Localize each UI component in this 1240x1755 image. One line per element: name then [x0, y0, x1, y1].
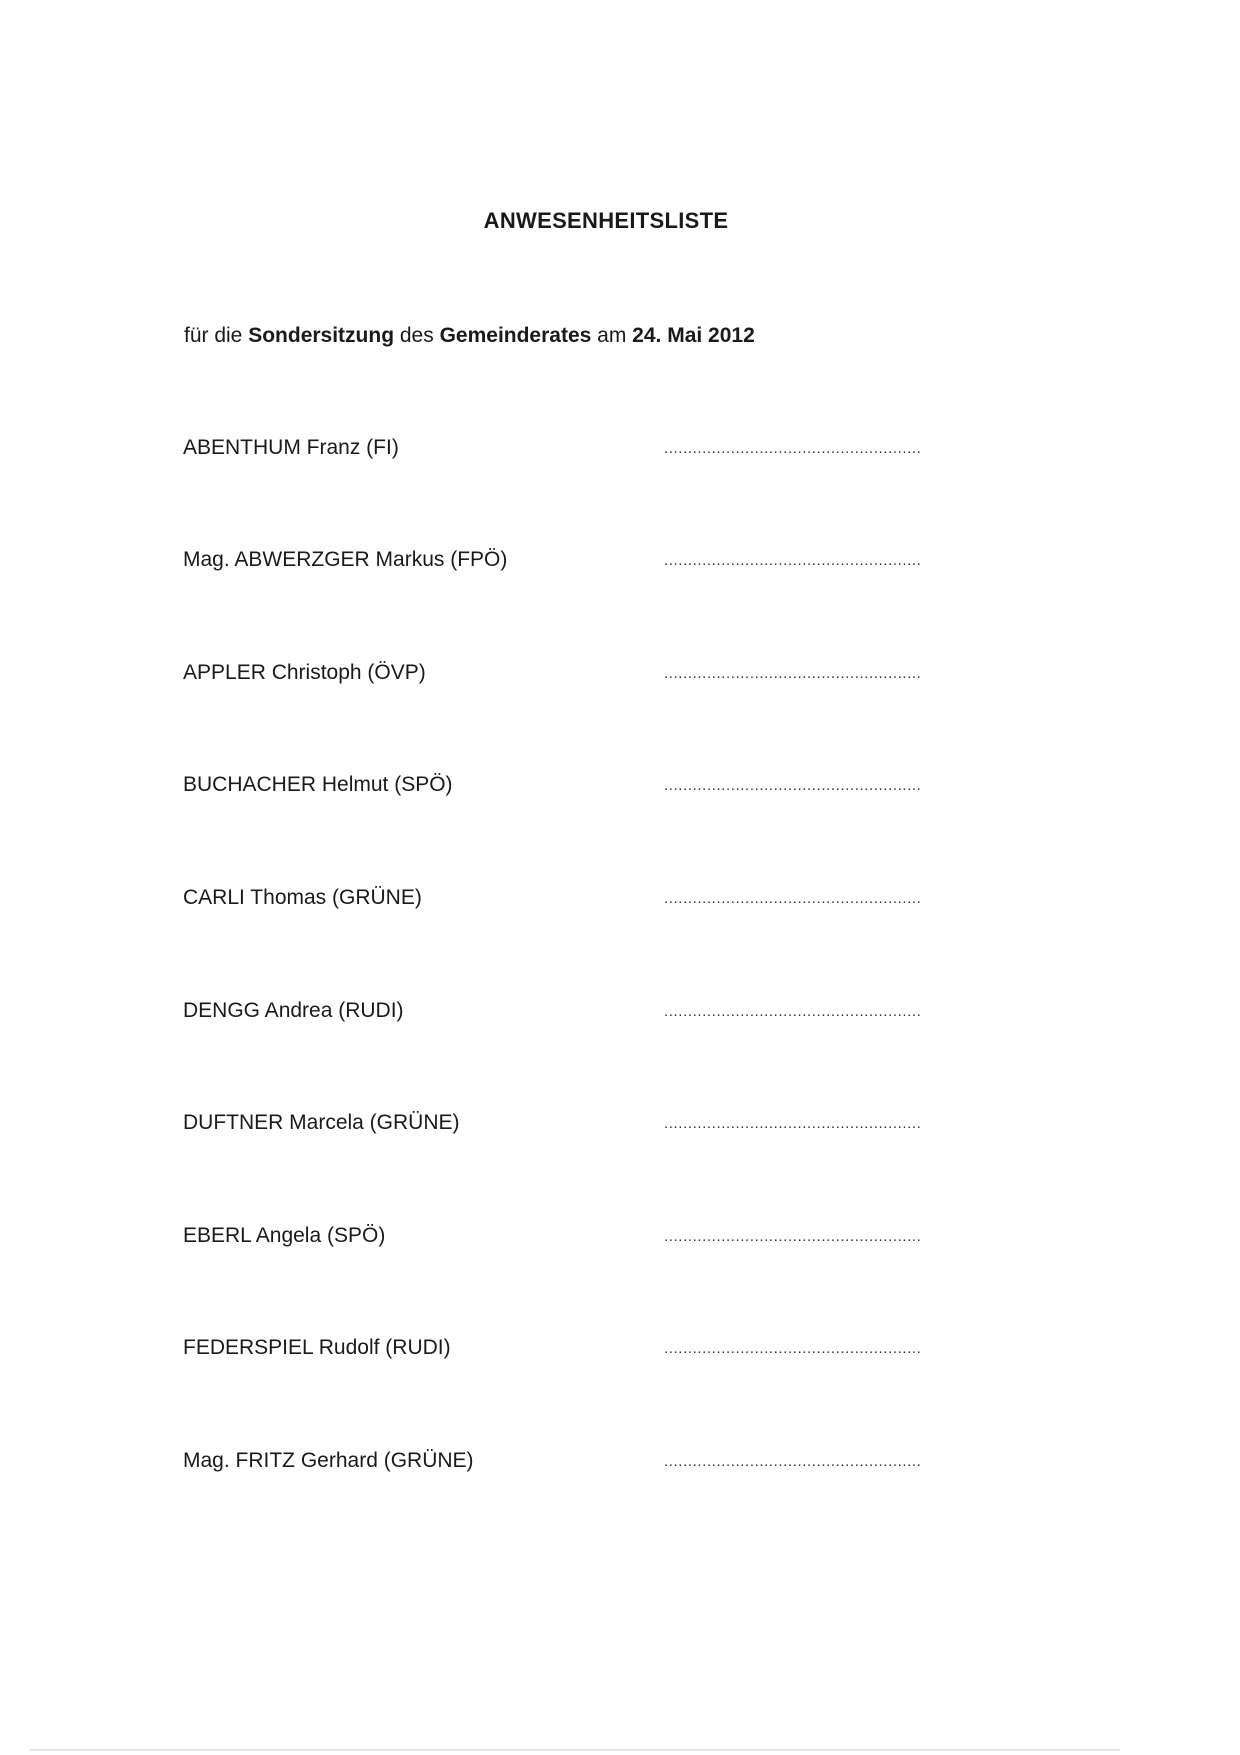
signature-line: ...................................................... [664, 1340, 922, 1357]
document-title [0, 208, 1240, 234]
signature-line: ...................................................... [664, 440, 922, 457]
signature-line: ...................................................... [664, 665, 922, 682]
attendee-row [0, 1111, 1240, 1141]
attendee-name: CARLI Thomas (GRÜNE) [183, 886, 422, 909]
attendee-row [0, 773, 1240, 803]
intro-session: Sondersitzung [248, 324, 395, 347]
signature-line: ...................................................... [664, 890, 922, 907]
attendee-row [0, 436, 1240, 466]
attendee-name: EBERL Angela (SPÖ) [183, 1224, 386, 1247]
attendee-name: Mag. FRITZ Gerhard (GRÜNE) [183, 1449, 474, 1472]
signature-line: ...................................................... [664, 1228, 922, 1245]
signature-line: ...................................................... [664, 552, 922, 569]
intro-date: 24. Mai 2012 [632, 324, 755, 347]
attendee-name: DENGG Andrea (RUDI) [183, 999, 404, 1022]
scan-edge-divider [30, 1749, 1120, 1751]
intro-council: Gemeinderates [439, 324, 592, 347]
session-intro [184, 324, 755, 348]
attendee-name: Mag. ABWERZGER Markus (FPÖ) [183, 548, 508, 571]
attendee-row [0, 1449, 1240, 1479]
intro-prefix: für die [184, 324, 249, 347]
signature-line: ...................................................... [664, 1453, 922, 1470]
intro-am: am [591, 324, 633, 347]
signature-line: ...................................................... [664, 1115, 922, 1132]
attendee-row [0, 548, 1240, 578]
attendee-name: ABENTHUM Franz (FI) [183, 436, 399, 459]
attendee-row [0, 999, 1240, 1029]
attendee-row [0, 1336, 1240, 1366]
signature-line: ...................................................... [664, 777, 922, 794]
attendee-name: BUCHACHER Helmut (SPÖ) [183, 773, 453, 796]
signature-line: ...................................................... [664, 1003, 922, 1020]
attendee-name: FEDERSPIEL Rudolf (RUDI) [183, 1336, 451, 1359]
attendee-name: DUFTNER Marcela (GRÜNE) [183, 1111, 460, 1134]
intro-middle: des [394, 324, 440, 347]
attendee-name: APPLER Christoph (ÖVP) [183, 661, 426, 684]
attendee-row [0, 661, 1240, 691]
attendee-row [0, 1224, 1240, 1254]
attendee-row [0, 886, 1240, 916]
document-title-text: ANWESENHEITSLISTE [483, 208, 729, 233]
